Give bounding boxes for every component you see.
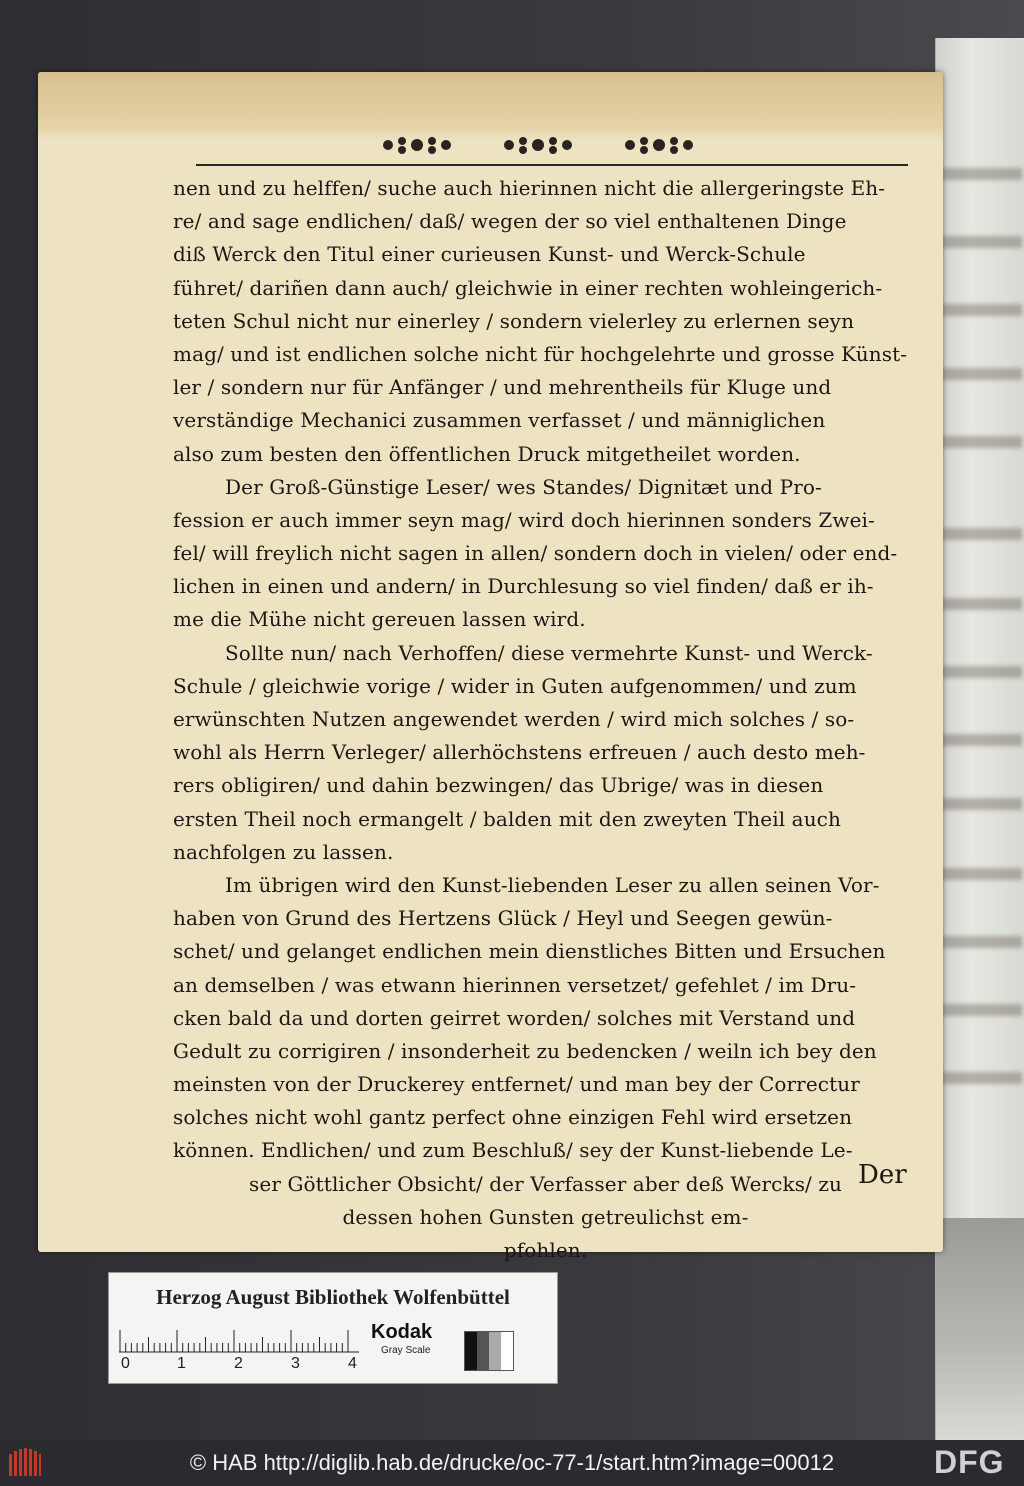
text-line: diß Werck den Titul einer curieusen Kunst- und Werck-Schule <box>173 242 806 267</box>
ruler-number: 3 <box>291 1355 300 1372</box>
text-line: solches nicht wohl gantz perfect ohne einzigen Fehl wird ersetzen <box>173 1105 853 1130</box>
text-line: haben von Grund des Hertzens Glück / Heyl und Seegen gewün- <box>173 906 833 931</box>
text-line: schet/ und gelanget endlichen mein dienstliches Bitten und Ersuchen <box>173 939 886 964</box>
text-line: mag/ und ist endlichen solche nicht für hochgelehrte und grosse Künst- <box>173 341 908 366</box>
text-line: meinsten von der Druckerey entfernet/ und man bey der Correctur <box>173 1072 860 1097</box>
text-line: Schule / gleichwie vorige / wider in Guten aufgenommen/ und zum <box>173 673 857 698</box>
text-line: ersten Theil noch ermangelt / balden mit den zweyten Theil auch <box>173 806 841 831</box>
dfg-logo: DFG <box>934 1444 1005 1480</box>
text-line: Im übrigen wird den Kunst-liebenden Leser zu allen seinen Vor- <box>225 872 880 897</box>
text-line: wohl als Herrn Verleger/ allerhöchstens erfreuen / auch desto meh- <box>173 740 866 765</box>
text-line: Gedult zu corrigiren / insonderheit zu bedencken / weiln ich bey den <box>173 1038 877 1063</box>
text-line: pfohlen. <box>503 1238 588 1262</box>
text-line: führet/ dariñen dann auch/ gleichwie in einer rechten wohleingerich- <box>173 275 883 300</box>
text-line: ler / sondern nur für Anfänger / und mehrentheils für Kluge und <box>173 375 832 400</box>
text-line: Sollte nun/ nach Verhoffen/ diese vermehrte Kunst- und Werck- <box>225 640 873 665</box>
ornament-icon <box>378 132 456 158</box>
ruler-number: 0 <box>121 1355 130 1372</box>
catchword: Der <box>858 1160 907 1190</box>
ornament-icon <box>499 132 577 158</box>
text-line: nachfolgen zu lassen. <box>173 839 394 864</box>
ruler-scale <box>119 1323 359 1353</box>
book-page <box>38 72 943 1262</box>
library-label-card <box>108 1272 558 1384</box>
header-ornaments <box>378 132 698 162</box>
text-line: an demselben / was etwann hierinnen versetzet/ gefehlet / im Dru- <box>173 972 857 997</box>
text-line: also zum besten den öffentlichen Druck mitgetheilet worden. <box>173 441 801 466</box>
ruler-number: 4 <box>348 1355 357 1372</box>
text-line: nen und zu helffen/ suche auch hierinnen nicht die allergeringste Eh- <box>173 176 886 200</box>
page-top-edge <box>38 72 943 140</box>
text-line: fession er auch immer seyn mag/ wird doch hierinnen sonders Zwei- <box>173 507 875 532</box>
body-text <box>173 172 918 1267</box>
ruler-number: 2 <box>234 1355 243 1372</box>
kodak-logo: Kodak <box>371 1321 433 1343</box>
text-line: teten Schul nicht nur einerley / sondern vielerley zu erlernen seyn <box>173 308 855 333</box>
adjacent-page-edge <box>935 38 1024 1440</box>
text-line: cken bald da und dorten geirret worden/ solches mit Verstand und <box>173 1005 856 1030</box>
text-line: können. Endlichen/ und zum Beschluß/ sey der Kunst-liebende Le- <box>173 1138 853 1163</box>
gray-scale-label: Gray Scale <box>381 1345 431 1356</box>
text-line: dessen hohen Gunsten getreulichst em- <box>342 1204 749 1229</box>
gray-scale-patches <box>464 1331 514 1371</box>
text-line: ser Göttlicher Obsicht/ der Verfasser aber deß Wercks/ zu <box>249 1171 842 1196</box>
institution-name: Herzog August Bibliothek Wolfenbüttel <box>156 1285 510 1309</box>
text-line: verständige Mechanici zusammen verfasset / und männiglichen <box>173 408 826 433</box>
text-line: fel/ will freylich nicht sagen in allen/ sondern doch in vielen/ oder end- <box>173 541 898 566</box>
text-line: me die Mühe nicht gereuen lassen wird. <box>173 607 586 632</box>
ornament-icon <box>620 132 698 158</box>
ruler-number: 1 <box>177 1355 186 1372</box>
text-line: erwünschten Nutzen angewendet werden / wird mich solches / so- <box>173 707 855 731</box>
footer-url[interactable]: © HAB http://diglib.hab.de/drucke/oc-77-1/start.htm?image=00012 <box>189 1450 835 1475</box>
ruler-numbers <box>119 1355 359 1375</box>
header-rule <box>196 164 908 166</box>
text-line: Der Groß-Günstige Leser/ wes Standes/ Dignitæt und Pro- <box>225 474 822 499</box>
footer-bar <box>0 1440 1024 1486</box>
text-line: lichen in einen und andern/ in Durchlesung so viel finden/ daß er ih- <box>173 574 874 599</box>
text-line: re/ and sage endlichen/ daß/ wegen der so viel enthaltenen Dinge <box>173 209 847 234</box>
text-line: rers obligiren/ und dahin bezwingen/ das Ubrige/ was in diesen <box>173 773 824 798</box>
